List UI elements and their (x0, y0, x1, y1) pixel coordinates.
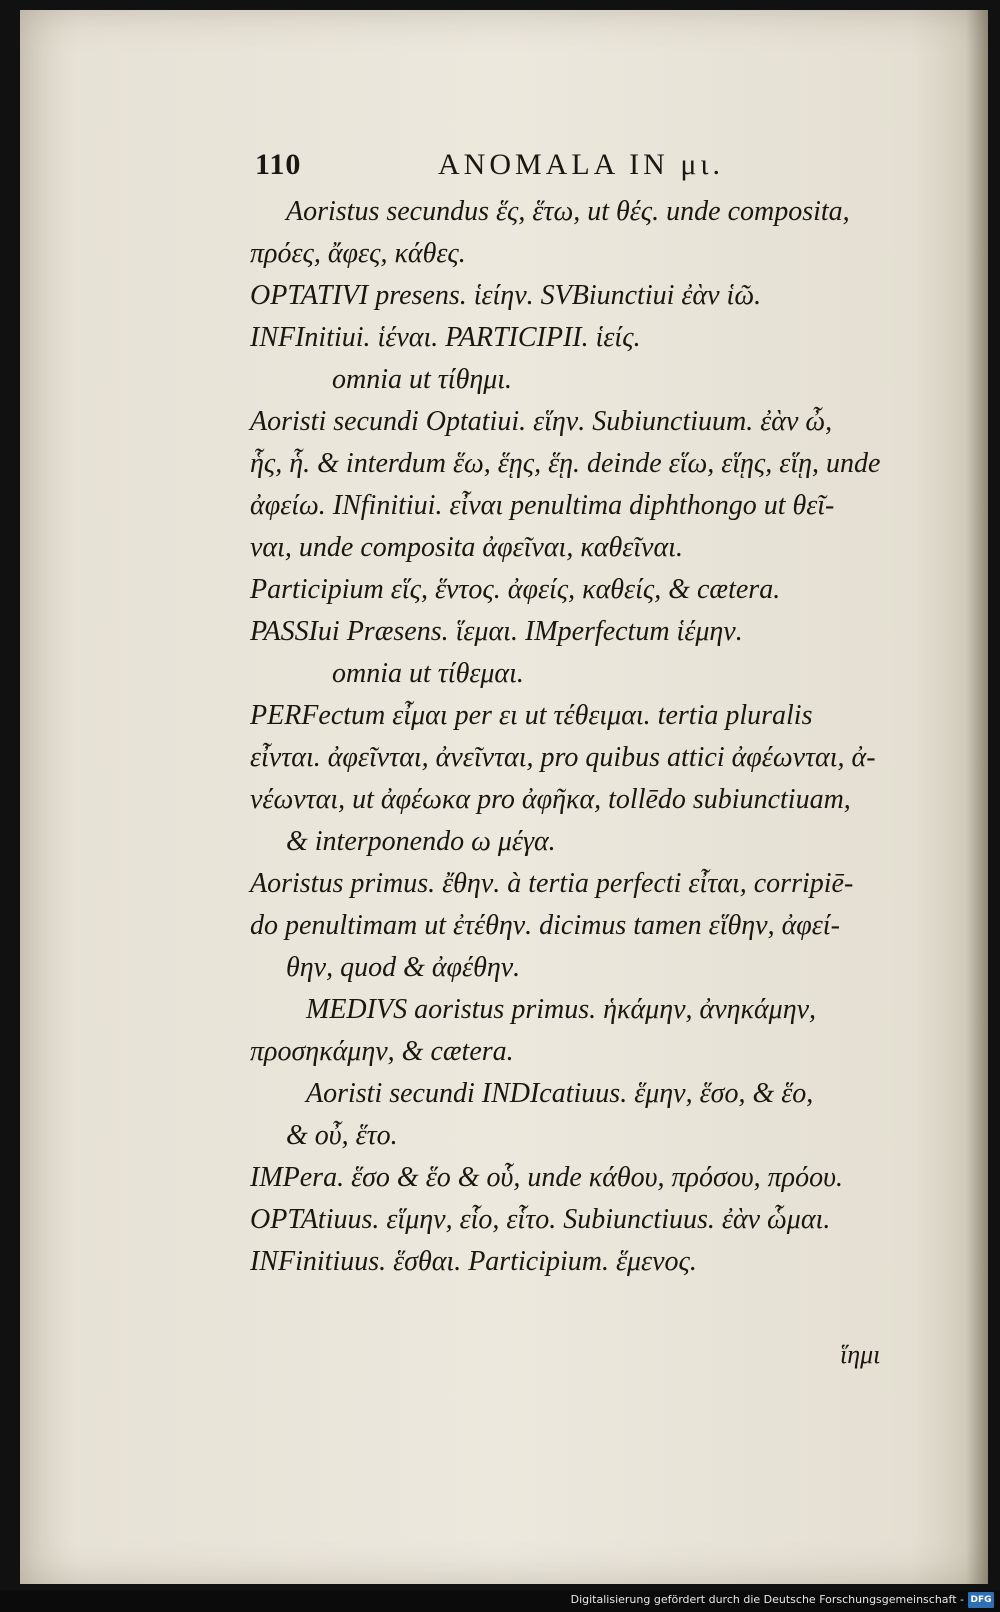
text-line: & interponendo ω μέγα. (286, 826, 556, 857)
text-line: omnia ut τίθεμαι. (332, 658, 524, 689)
spine-shadow (966, 10, 988, 1584)
text-line: θην, quod & ἀφέθην. (286, 952, 521, 983)
text-line: INFInitiui. ἱέναι. PARTICIPII. ἱείς. (250, 322, 641, 353)
catchword: ἵημι (840, 1340, 881, 1369)
footer-credit: Digitalisierung gefördert durch die Deutsche Forschungsgemeinschaft - (570, 1593, 964, 1606)
text-line: ἀφείω. INfinitiui. εἶναι penultima diphthongo ut θεῖ- (250, 490, 835, 521)
text-line: do penultimam ut ἐτέθην. dicimus tamen εἵθην, ἀφεί- (250, 910, 840, 941)
text-line: Aoristus secundus ἕς, ἕτω, ut θές. unde composita, (286, 196, 850, 227)
text-line: προσηκάμην, & cætera. (250, 1036, 514, 1067)
text-line: ναι, unde composita ἀφεῖναι, καθεῖναι. (250, 532, 683, 563)
text-line: Aoristus primus. ἔθην. à tertia perfecti εἶται, corripiē- (250, 868, 854, 899)
text-line: PASSIui Præsens. ἵεμαι. IMperfectum ἱέμην. (250, 616, 743, 647)
text-line: Aoristi secundi Optatiui. εἵην. Subiunctiuum. ἐὰν ὦ, (250, 406, 833, 437)
text-line: MEDIVS aoristus primus. ἡκάμην, ἀνηκάμην, (306, 994, 817, 1025)
text-line: Participium εἵς, ἕντος. ἀφείς, καθείς, & cætera. (250, 574, 781, 605)
footer-bar (0, 1590, 1000, 1612)
text-line: IMPera. ἕσο & ἕο & οὗ, unde κάθου, πρόσου, πρόου. (250, 1162, 843, 1193)
running-head-title: ANOMALA IN μι. (438, 148, 724, 181)
text-line: νέωνται, ut ἀφέωκα pro ἀφῆκα, tollēdo subiunctiuam, (250, 784, 851, 815)
text-line: εἶνται. ἀφεῖνται, ἀνεῖνται, pro quibus attici ἀφέωνται, ἀ- (250, 742, 876, 773)
page-number: 110 (255, 148, 302, 181)
text-line: & οὖ, ἕτο. (286, 1120, 398, 1151)
running-head (255, 148, 895, 190)
text-line: πρόες, ἄφες, κάθες. (250, 238, 466, 269)
dfg-logo-icon: DFG (968, 1592, 994, 1608)
text-line: INFinitiuus. ἕσθαι. Participium. ἕμενος. (250, 1246, 697, 1277)
text-line: omnia ut τίθημι. (332, 364, 513, 395)
text-line: OPTATIVI presens. ἱείην. SVBiunctiui ἐὰν ἱῶ. (250, 280, 762, 311)
text-line: OPTAtiuus. εἵμην, εἷο, εἷτο. Subiunctiuus. ἐὰν ὧμαι. (250, 1204, 831, 1235)
text-line: ἧς, ἧ. & interdum ἕω, ἕῃς, ἕῃ. deinde εἵω, εἵῃς, εἵῃ, unde (250, 448, 881, 479)
text-line: PERFectum εἶμαι per ει ut τέθειμαι. tertia pluralis (250, 700, 813, 731)
text-line: Aoristi secundi INDIcatiuus. ἕμην, ἕσο, & ἕο, (306, 1078, 814, 1109)
